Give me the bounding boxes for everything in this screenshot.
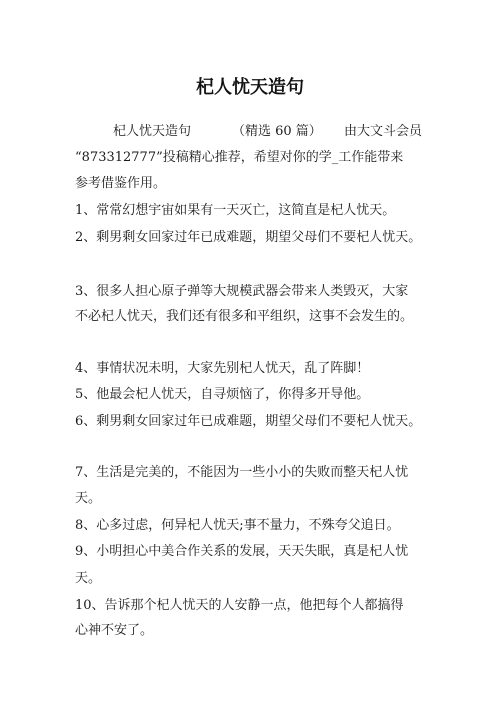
item-9-line-1: 9、小明担心中美合作关系的发展，天天失眠，真是杞人忧 [75, 544, 409, 559]
item-9-line-2: 天。 [75, 571, 102, 586]
intro-line-1: “873312777”投稿精心推荐，希望对你的学_工作能带来 [75, 150, 404, 165]
item-3-line-2: 不必杞人忧天，我们还有很多和平组织，这事不会发生的。 [75, 309, 414, 324]
meta-name: 杞人忧天造句 [113, 124, 192, 139]
item-7-line-1: 7、生活是完美的，不能因为一些小小的失败而整天杞人忧 [75, 465, 409, 480]
item-6: 6、剩男剩女回家过年已成难题，期望父母们不要杞人忧天。 [75, 414, 422, 429]
item-7-line-2: 天。 [75, 491, 102, 506]
item-3-line-1: 3、很多人担心原子弹等大规模武器会带来人类毁灭，大家 [75, 284, 409, 299]
meta-source: 由大文斗会员 [344, 124, 423, 139]
item-2: 2、剩男剩女回家过年已成难题，期望父母们不要杞人忧天。 [75, 230, 422, 245]
item-5: 5、他最会杞人忧天，自寻烦恼了，你得多开导他。 [75, 387, 370, 402]
item-4: 4、事情状况未明，大家先别杞人忧天，乱了阵脚！ [75, 361, 370, 376]
document-title: 杞人忧天造句 [196, 77, 304, 98]
item-10-line-2: 心神不安了。 [75, 623, 154, 638]
meta-selection: （精选 60 篇） [232, 124, 322, 139]
item-1: 1、常常幻想宇宙如果有一天灭亡，这简直是杞人忧天。 [75, 203, 396, 218]
item-10-line-1: 10、告诉那个杞人忧天的人安静一点，他把每个人都搞得 [75, 598, 404, 613]
intro-line-2: 参考借鉴作用。 [75, 176, 167, 191]
document-meta [0, 123, 500, 141]
item-8: 8、心多过虑，何异杞人忧天;事不量力，不殊夸父追日。 [75, 518, 400, 533]
